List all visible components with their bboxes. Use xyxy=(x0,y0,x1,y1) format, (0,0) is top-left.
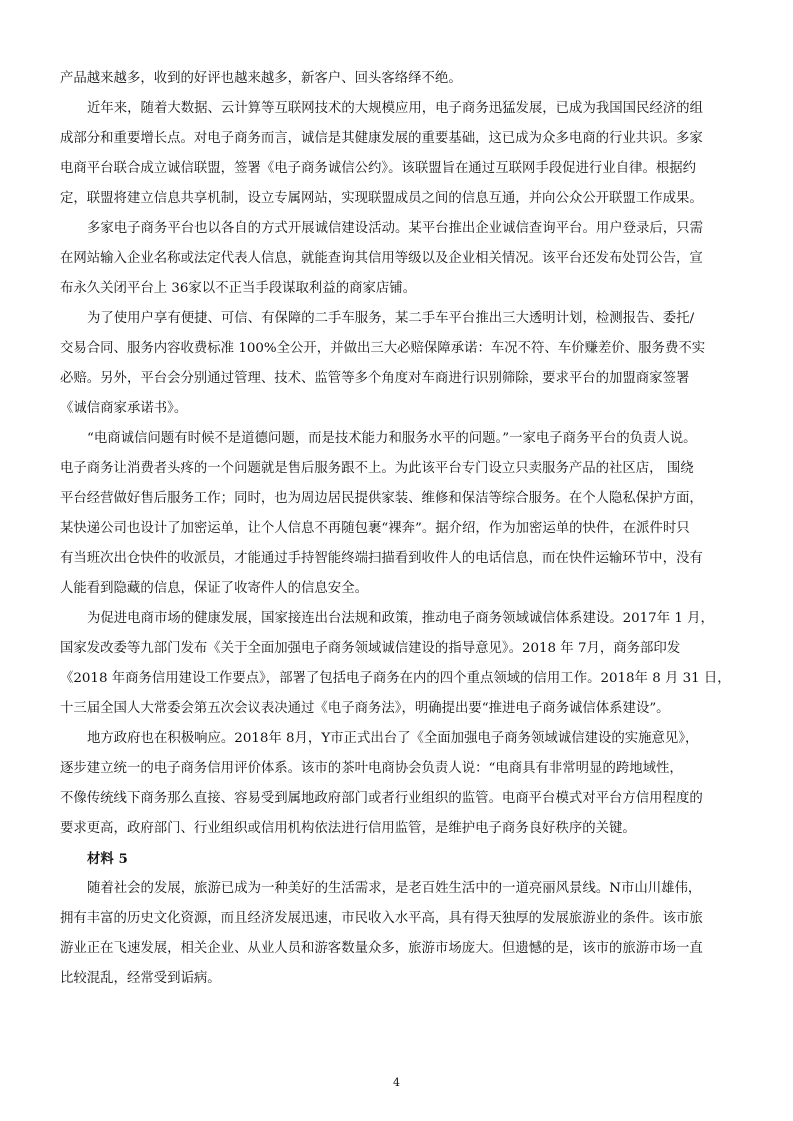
text-line: 为了使用户享有便捷、可信、有保障的二手车服务，某二手车平台推出三大透明计划，检测报告、委托/ xyxy=(87,311,695,326)
text-line: 近年来，随着大数据、云计算等互联网技术的大规模应用，电子商务迅猛发展，已成为我国国民经济的组 xyxy=(87,101,703,116)
text-line: 不像传统线下商务那么直接、容易受到属地政府部门或者行业组织的监管。电商平台模式对平台方信用程度的 xyxy=(60,791,703,806)
text-line: 比较混乱，经常受到诟病。 xyxy=(60,971,221,986)
paragraph xyxy=(60,94,736,214)
text-line: 定，联盟将建立信息共享机制，设立专属网站，实现联盟成员之间的信息互通，并向公众公开联盟工作成果。 xyxy=(60,191,703,206)
text-line: 随着社会的发展，旅游已成为一种美好的生活需求，是老百姓生活中的一道亮丽风景线。N市山川雄伟， xyxy=(87,881,702,896)
text-line: 逐步建立统一的电子商务信用评价体系。该市的茶叶电商协会负责人说：“电商具有非常明显的跨地域性， xyxy=(60,761,683,776)
paragraph xyxy=(60,724,736,844)
text-line: 要求更高，政府部门、行业组织或信用机构依法进行信用监管，是维护电子商务良好秩序的关键。 xyxy=(60,821,636,836)
text-line: 布永久关闭平台上 36家以不正当手段谋取利益的商家店铺。 xyxy=(60,281,417,296)
paragraph xyxy=(60,214,736,304)
text-line: 十三届全国人大常委会第五次会议表决通过《电子商务法》，明确提出要“推进电子商务诚信体系建设”。 xyxy=(60,701,670,716)
text-line: 电商平台联合成立诚信联盟，签署《电子商务诚信公约》。该联盟旨在通过互联网手段促进行业自律。根据约 xyxy=(60,161,697,176)
text-line: 平台经营做好售后服务工作；同时，也为周边居民提供家装、维修和保洁等综合服务。在个人隐私保护方面， xyxy=(60,491,703,506)
text-line: 交易合同、服务内容收费标准 100%全公开，并做出三大必赔保障承诺：车况不符、车价赚差价、服务费不实 xyxy=(60,341,706,356)
heading-text: 材料 5 xyxy=(87,851,128,867)
paragraph xyxy=(60,604,736,724)
paragraph xyxy=(60,874,736,994)
text-line: 成部分和重要增长点。对电子商务而言，诚信是其健康发展的重要基础，这已成为众多电商的行业共识。多家 xyxy=(60,131,703,146)
text-line: 电子商务让消费者头疼的一个问题就是售后服务跟不上。为此该平台专门设立只卖服务产品的社区店， 围绕 xyxy=(60,461,694,476)
text-line: 产品越来越多，收到的好评也越来越多，新客户、回头客络绎不绝。 xyxy=(60,71,462,86)
text-line: 国家发改委等九部门发布《关于全面加强电子商务领域诚信建设的指导意见》。2018 年 7月，商务部印发 xyxy=(60,641,681,656)
text-line: 地方政府也在积极响应。2018年 8月，Y市正式出台了《全面加强电子商务领域诚信建设的实施意见》， xyxy=(87,731,699,746)
paragraph xyxy=(60,304,736,424)
text-line: 为促进电商市场的健康发展，国家接连出台法规和政策，推动电子商务领域诚信体系建设。2017年 1 月， xyxy=(87,611,714,626)
text-line: 多家电子商务平台也以各自的方式开展诚信建设活动。某平台推出企业诚信查询平台。用户登录后，只需 xyxy=(87,221,703,236)
text-line: 在网站输入企业名称或法定代表人信息，就能查询其信用等级以及企业相关情况。该平台还发布处罚公告，宣 xyxy=(60,251,703,266)
text-line: 人能看到隐藏的信息，保证了收寄件人的信息安全。 xyxy=(60,581,368,596)
text-line: 必赔。另外，平台会分别通过管理、技术、监管等多个角度对车商进行识别筛除，要求平台的加盟商家签署 xyxy=(60,371,690,386)
text-line: 拥有丰富的历史文化资源，而且经济发展迅速，市民收入水平高，具有得天独厚的发展旅游业的条件。该市旅 xyxy=(60,911,703,926)
page-number: 4 xyxy=(393,1076,400,1089)
text-line: 《诚信商家承诺书》。 xyxy=(60,401,188,416)
text-line: 某快递公司也设计了加密运单，让个人信息不再随包裹“裸奔”。据介绍，作为加密运单的快件，在派件时只 xyxy=(60,521,690,536)
text-line: 有当班次出仓快件的收派员，才能通过手持智能终端扫描看到收件人的电话信息，而在快件运输环节中，没有 xyxy=(60,551,703,566)
text-line: 《2018 年商务信用建设工作要点》，部署了包括电子商务在内的四个重点领域的信用工作。2018年 8 月 31 日， xyxy=(60,671,731,686)
section-heading xyxy=(60,844,736,874)
paragraph xyxy=(60,424,736,604)
document-body xyxy=(60,64,736,994)
text-line: “电商诚信问题有时候不是道德问题，而是技术能力和服务水平的问题。”一家电子商务平台的负责人说。 xyxy=(87,431,697,446)
paragraph xyxy=(60,64,736,94)
text-line: 游业正在飞速发展，相关企业、从业人员和游客数量众多，旅游市场庞大。但遗憾的是，该市的旅游市场一直 xyxy=(60,941,703,956)
